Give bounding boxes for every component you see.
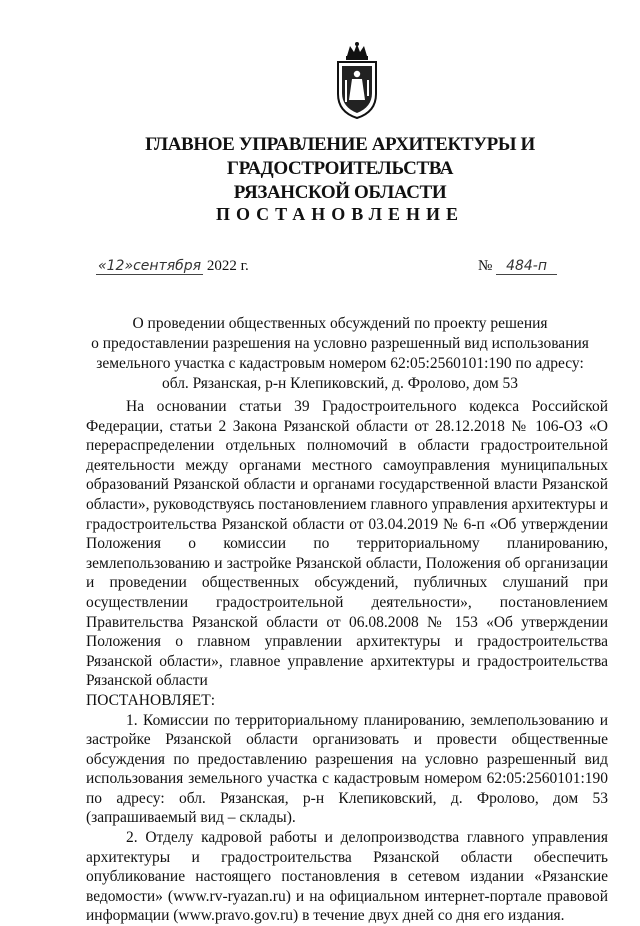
coat-of-arms-emblem: [332, 42, 382, 120]
date-handwritten: «12»сентября: [98, 258, 202, 274]
document-subject: [80, 314, 600, 394]
document-type-title: ПОСТАНОВЛЕНИЕ: [215, 204, 465, 224]
number-prefix: №: [478, 258, 493, 274]
document-number: [478, 258, 557, 275]
preamble-paragraph: На основании статьи 39 Градостроительного кодекса Российской Федерации, статьи 2 Закона Рязанской области от 28.12.2018 № 106-ОЗ «О перераспределении отдельных полномочий в области градостроительной деятельности между органами местного самоуправления муниципальных образований Рязанской области и органами государственной власти Рязанской области», руководствуясь постановлением главного управления архитектуры и градостроительства Рязанской области от 03.04.2019 № 6-п «Об утверждении Положения о комиссии по территориальному планированию, землепользованию и застройке Рязанской области, Положения об организации и проведении общественных обсуждений, публичных слушаний при осуществлении градостроительной деятельности», постановлением Правительства Рязанской области от 06.08.2008 № 153 «Об утверждении Положения о главном управлении архитектуры и градостроительства Рязанской области», главное управление архитектуры и градостроительства Рязанской области: [86, 398, 608, 690]
subject-line: земельного участка с кадастровым номером 62:05:2560101:190 по адресу:: [96, 355, 584, 372]
date-year: 2022 г.: [206, 258, 249, 274]
date-day: 12: [106, 258, 125, 274]
subject-line: О проведении общественных обсуждений по проекту решения: [132, 315, 548, 332]
resolution-item-2: 2. Отделу кадровой работы и делопроизводства главного управления архитектуры и градостроительства Рязанской области обеспечить опубликование настоящего постановления в сетевом издании «Рязанские ведомости» (www.rv-ryazan.ru) и на официальном интернет-портале правовой информации (www.pravo.gov.ru) в течение двух дней со дня его издания.: [86, 829, 608, 925]
org-name-line1: ГЛАВНОЕ УПРАВЛЕНИЕ АРХИТЕКТУРЫ И ГРАДОСТРОИТЕЛЬСТВА: [145, 134, 535, 179]
number-handwritten: 484-п: [496, 258, 557, 275]
document-body: [86, 397, 608, 926]
org-name-line2: РЯЗАНСКОЙ ОБЛАСТИ: [233, 182, 447, 203]
subject-line: обл. Рязанская, р-н Клепиковский, д. Фролово, дом 53: [161, 375, 519, 392]
subject-line: о предоставлении разрешения на условно разрешенный вид использования: [91, 335, 589, 352]
resolves-heading: ПОСТАНОВЛЯЕТ:: [86, 691, 216, 709]
date-month: сентября: [133, 258, 202, 274]
resolution-item-1: 1. Комиссии по территориальному планированию, землепользованию и застройке Рязанской области организовать и провести общественные обсуждения по предоставлению разрешения на условно разрешенный вид использования земельного участка с кадастровым номером 62:05:2560101:190 по адресу: обл. Рязанская, р-н Клепиковский, д. Фролово, дом 53 (запрашиваемый вид – склады).: [86, 711, 608, 827]
document-date: [96, 258, 249, 275]
organization-name: [60, 133, 620, 205]
